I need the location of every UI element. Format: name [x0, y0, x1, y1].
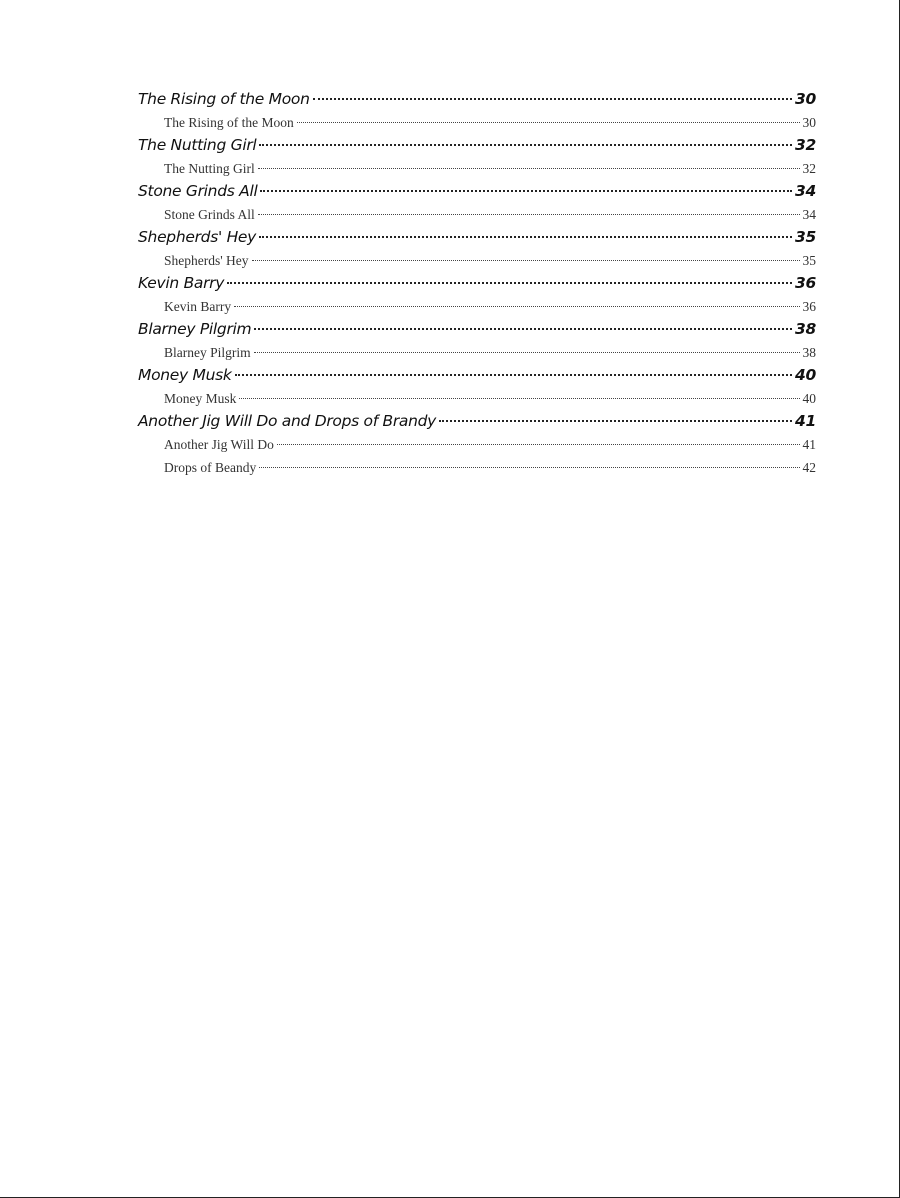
toc-heading-title: Stone Grinds All	[138, 182, 258, 200]
dot-leader	[258, 214, 800, 215]
toc-item-title: Blarney Pilgrim	[164, 345, 251, 360]
toc-heading[interactable]	[138, 180, 816, 203]
toc-item[interactable]	[138, 456, 816, 479]
toc-item-title: The Rising of the Moon	[164, 115, 294, 130]
toc-item-page: 41	[802, 437, 816, 452]
toc-item-page: 38	[802, 345, 816, 360]
dot-leader	[239, 398, 799, 399]
dot-leader	[259, 144, 792, 146]
dot-leader	[227, 282, 792, 284]
toc-heading-title: Money Musk	[138, 366, 232, 384]
toc-heading-page: 30	[795, 90, 816, 108]
toc-item-page: 42	[802, 460, 816, 475]
toc-item[interactable]	[138, 111, 816, 134]
toc-heading[interactable]	[138, 364, 816, 387]
toc-heading-page: 40	[795, 366, 816, 384]
toc-item[interactable]	[138, 249, 816, 272]
toc-item-page: 35	[802, 253, 816, 268]
table-of-contents	[138, 88, 816, 479]
toc-heading[interactable]	[138, 134, 816, 157]
toc-item-page: 30	[802, 115, 816, 130]
toc-item[interactable]	[138, 433, 816, 456]
dot-leader	[252, 260, 800, 261]
toc-heading-title: Another Jig Will Do and Drops of Brandy	[138, 412, 437, 430]
toc-item[interactable]	[138, 295, 816, 318]
dot-leader	[259, 236, 792, 238]
dot-leader	[254, 328, 792, 330]
toc-heading[interactable]	[138, 226, 816, 249]
toc-item-title: Kevin Barry	[164, 299, 232, 314]
toc-heading-page: 38	[795, 320, 816, 338]
toc-item-title: Stone Grinds All	[164, 207, 255, 222]
dot-leader	[277, 444, 800, 445]
toc-item-page: 34	[802, 207, 816, 222]
toc-item-title: Another Jig Will Do	[164, 437, 274, 452]
toc-item-page: 40	[802, 391, 816, 406]
dot-leader	[234, 306, 799, 307]
toc-heading[interactable]	[138, 272, 816, 295]
toc-item[interactable]	[138, 203, 816, 226]
toc-heading[interactable]	[138, 410, 816, 433]
dot-leader	[235, 374, 792, 376]
toc-heading-page: 36	[795, 274, 816, 292]
toc-heading-title: Blarney Pilgrim	[138, 320, 252, 338]
dot-leader	[439, 420, 792, 422]
toc-heading-page: 32	[795, 136, 816, 154]
toc-item-page: 36	[802, 299, 816, 314]
dot-leader	[297, 122, 800, 123]
toc-item-page: 32	[802, 161, 816, 176]
toc-item[interactable]	[138, 341, 816, 364]
toc-item-title: The Nutting Girl	[164, 161, 255, 176]
toc-item-title: Shepherds' Hey	[164, 253, 249, 268]
toc-item[interactable]	[138, 157, 816, 180]
toc-heading[interactable]	[138, 88, 816, 111]
toc-heading-title: Shepherds' Hey	[138, 228, 257, 246]
toc-item-title: Money Musk	[164, 391, 237, 406]
toc-heading-title: The Nutting Girl	[138, 136, 257, 154]
toc-item[interactable]	[138, 387, 816, 410]
toc-heading-title: Kevin Barry	[138, 274, 225, 292]
toc-item-title: Drops of Beandy	[164, 460, 257, 475]
dot-leader	[260, 190, 792, 192]
toc-heading-page: 41	[795, 412, 816, 430]
toc-heading-title: The Rising of the Moon	[138, 90, 310, 108]
dot-leader	[313, 98, 792, 100]
toc-heading-page: 35	[795, 228, 816, 246]
toc-heading[interactable]	[138, 318, 816, 341]
toc-heading-page: 34	[795, 182, 816, 200]
dot-leader	[258, 168, 800, 169]
dot-leader	[254, 352, 800, 353]
dot-leader	[259, 467, 799, 468]
